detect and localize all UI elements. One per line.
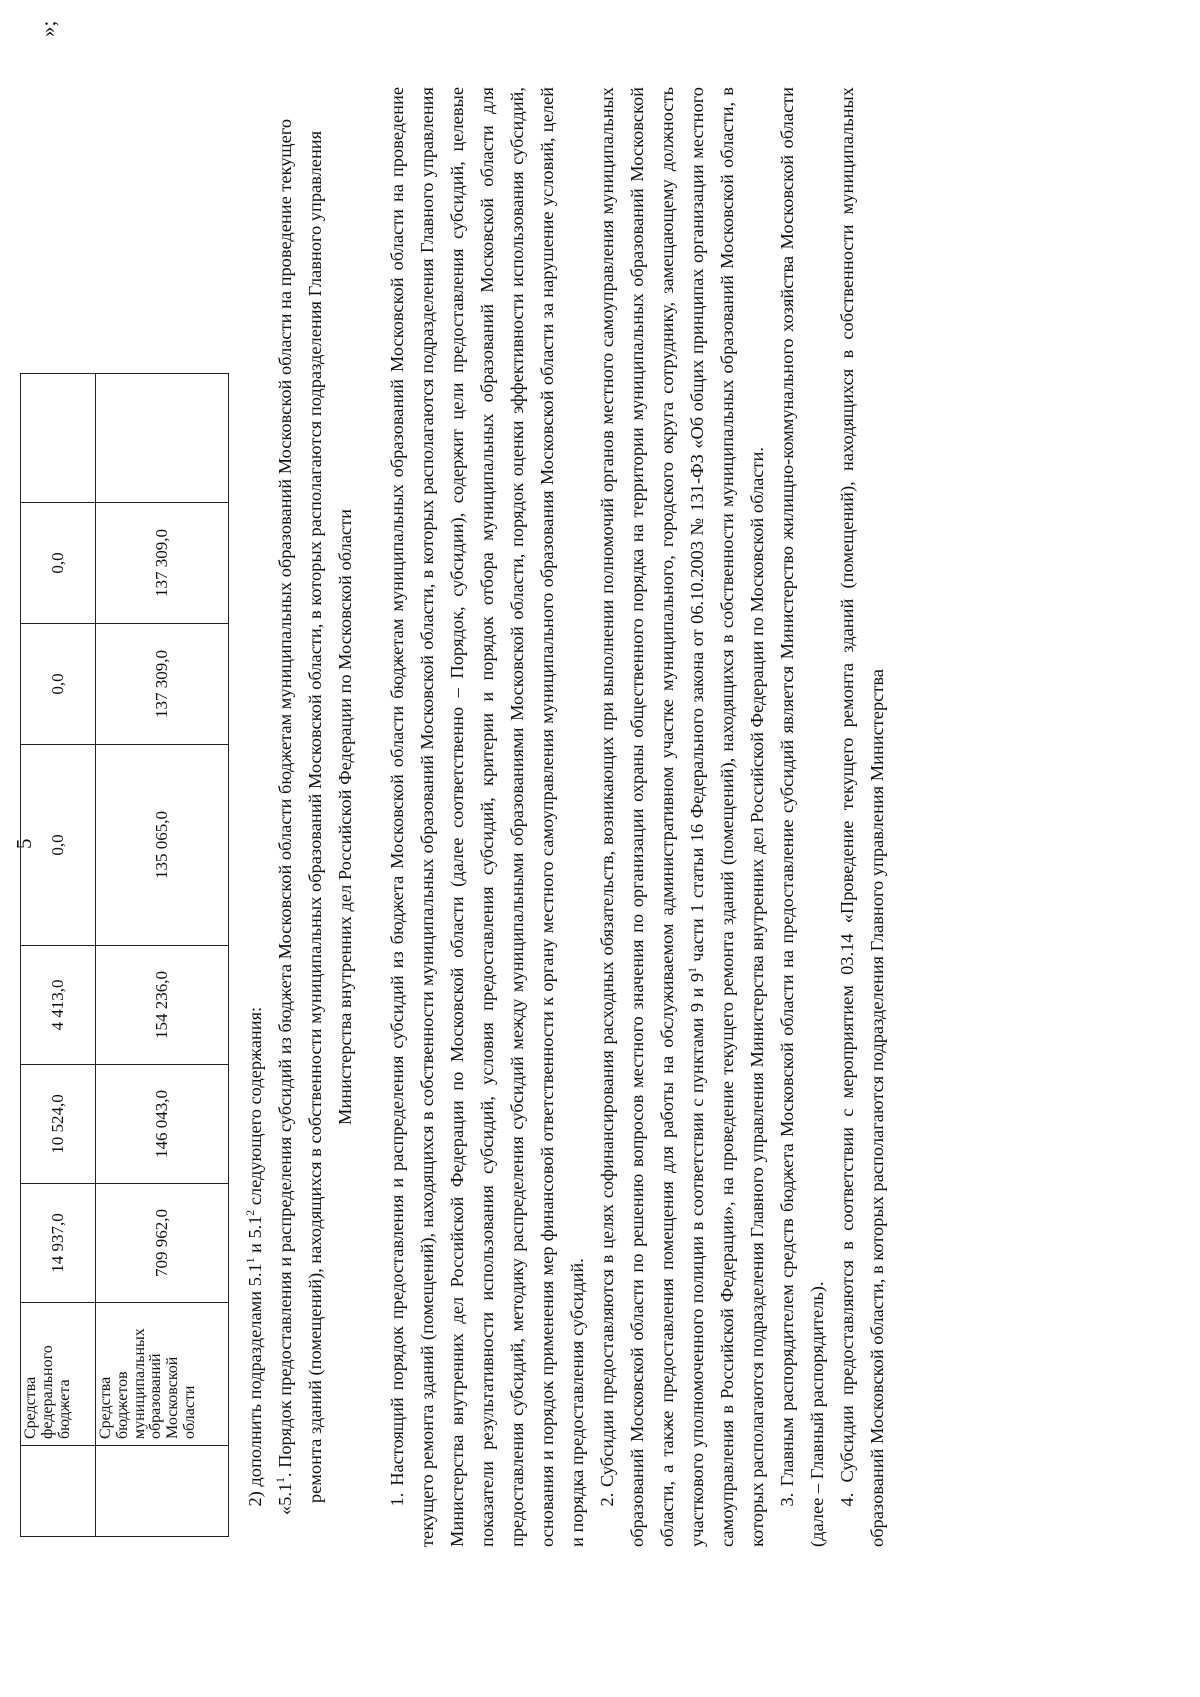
table-cell-value: 4 413,0 xyxy=(21,946,96,1065)
table-cell-value: 154 236,0 xyxy=(96,946,229,1065)
table-cell-value: 146 043,0 xyxy=(96,1065,229,1184)
paragraph-1: 1. Настоящий порядок предоставления и распределения субсидий из бюджета Московской области бюджетам муниципальных образований Московской области на проведение текущего ремонта зданий (помещений), находящихся в собственности муниципальных образований Московской области, в которых располагаются подразделения Главного управления Министерства внутренних дел Российской Федерации по Московской области (далее соответственно – Порядок, субсидии), содержит цели предоставления субсидий, целевые показатели результативности использования субсидий, условия предоставления субсидий, критерии и порядок отбора муниципальных образований Московской области для предоставления субсидий, методику распределения субсидий между муниципальными образованиями Московской области, порядок оценки эффективности использования субсидий, основания и порядок применения мер финансовой ответственности к органу местного самоуправления муниципального образования Московской области за нарушение условий, целей и порядка предоставления субсидий. xyxy=(387,87,587,1547)
row-label-municipal: Средства бюджетов муниципальных образований Московской области xyxy=(96,1303,229,1446)
paragraph-2: 2. Субсидии предоставляются в целях софинансирования расходных обязательств, возникающих при выполнении полномочий органов местного самоуправления муниципальных образований Московской области по решению вопросов местного значения по организации охраны общественного порядка на территории муниципальных образований Московской области, а также предоставления помещения для работы на обслуживаемом административном участке муниципального, городского округа сотруднику, замещающему должность участкового уполномоченного полиции в соответствии с пунктами 9 и $9^1$ части 1 статьи 16 Федерального закона от 06.10.2003 № 131-ФЗ «Об общих принципах организации местного самоуправления в Российской Федерации», на проведение текущего ремонта зданий (помещений), находящихся в собственности муниципальных образований Московской области, в которых располагаются подразделения Главного управления Министерства внутренних дел Российской Федерации по Московской области. xyxy=(597,87,767,1547)
table-cell-empty xyxy=(21,1446,96,1537)
paragraph-3: 3. Главным распорядителем средств бюджета Московской области на предоставление субсидий является Министерство жилищно-коммунального хозяйства Московской области (далее – Главный распорядитель). xyxy=(777,87,827,1547)
amendment-intro: 2) дополнить подразделами $5.1^1$ и $5.1^2$ следующего содержания: xyxy=(244,1006,265,1507)
table-row xyxy=(96,374,229,1537)
table-cell-value xyxy=(21,374,96,503)
document-body xyxy=(240,87,892,1547)
table-cell-value: 137 309,0 xyxy=(96,624,229,745)
table-cell-value xyxy=(96,374,229,503)
table-cell-value: 137 309,0 xyxy=(96,503,229,624)
table-cell-value: 135 065,0 xyxy=(96,745,229,946)
table-cell-value: 709 962,0 xyxy=(96,1184,229,1303)
table-cell-value: 14 937,0 xyxy=(21,1184,96,1303)
table-closing-mark: »; xyxy=(36,20,60,37)
paragraph-4: 4. Субсидии предоставляются в соответствии с мероприятием 03.14 «Проведение текущего ремонта зданий (помещений), находящихся в собственности муниципальных образований Московской области, в которых располагаются подразделения Главного управления Министерства xyxy=(837,87,887,1547)
section-title: «$5.1^1$. Порядок предоставления и распределения субсидий из бюджета Московской области бюджетам муниципальных образований Московской области на проведение текущего ремонта зданий (помещений), находящихся в собственности муниципальных образований Московской области, в которых располагаются подразделения Главного управления Министерства внутренних дел Российской Федерации по Московской области xyxy=(274,118,355,1516)
page-number: 5 xyxy=(12,838,36,849)
table-cell-value: 0,0 xyxy=(21,745,96,946)
table-cell-value: 0,0 xyxy=(21,503,96,624)
table-row xyxy=(21,374,96,1537)
table-cell-value: 0,0 xyxy=(21,624,96,745)
budget-table xyxy=(20,373,229,1537)
row-label-federal: Средства федерального бюджета xyxy=(21,1303,96,1446)
table-cell-empty xyxy=(96,1446,229,1537)
table-cell-value: 10 524,0 xyxy=(21,1065,96,1184)
spacer xyxy=(360,87,382,1547)
